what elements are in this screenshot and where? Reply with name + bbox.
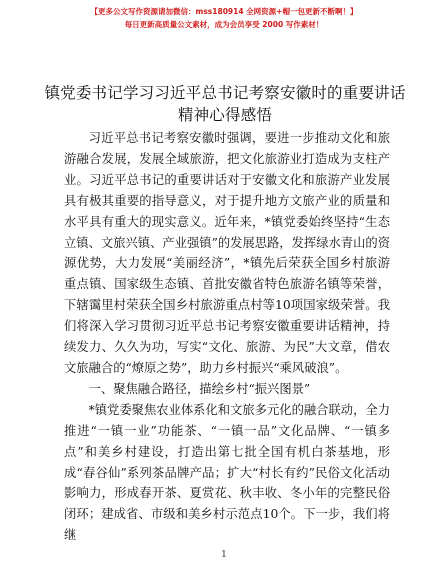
promo-banner [0, 6, 448, 30]
section-heading-1: 一、聚焦融合路径，描绘乡村“振兴图景” [88, 381, 311, 396]
page-number: 1 [221, 550, 227, 560]
promo-banner-line2: 每日更新高质量公文素材，成为会员享受 2000 写作素材！ [124, 20, 324, 29]
promo-banner-line1: 【更多公文写作资源请加微信：mss180914 全网资源+帽一包更新不断啊！】 [90, 7, 358, 16]
paragraph-section-1: *镇党委聚焦农业体系化和文旅多元化的融合联动，全力推进“一镇一业”功能茶、“一镇一品”文化品牌、“一镇多点”和美乡村建设，打造出第七批全国有机白茶基地，形成“春谷仙”系列茶品牌产品；扩大“村长有约”民俗文化活动影响力，形成春开茶、夏赏花、秋丰收、冬小年的完整民俗闭环；建成省、市级和美乡村示范点10个。下一步，我们将继 [64, 402, 390, 543]
document-body [64, 128, 390, 546]
document-title: 镇党委书记学习习近平总书记考察安徽时的重要讲话精神心得感悟 [44, 84, 406, 124]
paragraph-intro: 习近平总书记考察安徽时强调，要进一步推动文化和旅游融合发展，发展全域旅游，把文化旅游业打造成为支柱产业。习近平总书记的重要讲话对于安徽文化和旅游产业发展具有极其重要的指导意义，对于提升地方文旅产业的质量和水平具有重大的现实意义。近年来，*镇党委始终坚持“生态立镇、文旅兴镇、产业强镇”的发展思路，发挥绿水青山的资源优势，大力发展“美丽经济”，*镇先后荣获全国乡村旅游重点镇、国家级生态镇、首批安徽省特色旅游名镇等荣誉，下辖霭里村荣获全国乡村旅游重点村等10项国家级荣誉。我们将深入学习贯彻习近平总书记考察安徽重要讲话精神，持续发力、久久为功，写实“文化、旅游、为民”大文章，借农文旅融合的“燎原之势”，助力乡村振兴“乘风破浪”。 [64, 131, 391, 375]
